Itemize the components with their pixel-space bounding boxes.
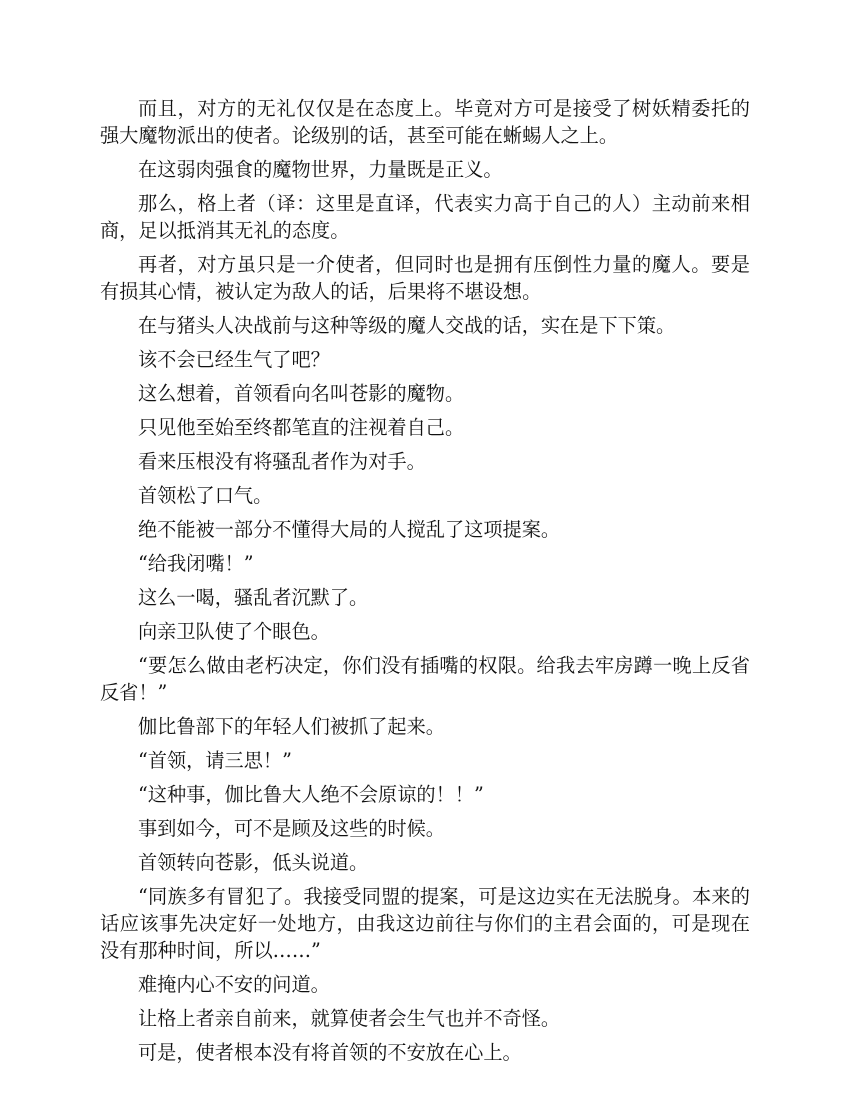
paragraph: 让格上者亲自前来，就算使者会生气也并不奇怪。 [138, 1007, 561, 1030]
paragraph: 而且，对方的无礼仅仅是在态度上。毕竟对方可是接受了树妖精委托的强大魔物派出的使者。论级别的话，甚至可能在蜥蜴人之上。 [100, 97, 750, 147]
paragraph: “同族多有冒犯了。我接受同盟的提案，可是这边实在无法脱身。本来的话应该事先决定好一处地方，由我这边前往与你们的主君会面的，可是现在没有那种时间，所以……” [100, 885, 750, 962]
paragraph: “给我闭嘴！” [138, 552, 254, 575]
paragraph: 在与猪头人决战前与这种等级的魔人交战的话，实在是下下策。 [138, 314, 676, 337]
paragraph: 向亲卫队使了个眼色。 [138, 620, 330, 643]
paragraph: 事到如今，可不是顾及这些的时候。 [138, 817, 445, 840]
paragraph: 伽比鲁部下的年轻人们被抓了起来。 [138, 715, 445, 738]
paragraph: 再者，对方虽只是一介使者，但同时也是拥有压倒性力量的魔人。要是有损其心情，被认定为敌人的话，后果将不堪设想。 [100, 253, 750, 303]
paragraph: 看来压根没有将骚乱者作为对手。 [138, 450, 426, 473]
paragraph: 那么，格上者（译：这里是直译，代表实力高于自己的人）主动前来相商，足以抵消其无礼的态度。 [100, 192, 750, 242]
paragraph: 首领转向苍影，低头说道。 [138, 851, 369, 874]
paragraph: 只见他至始至终都笔直的注视着自己。 [138, 416, 465, 439]
paragraph: 该不会已经生气了吧？ [138, 348, 330, 371]
paragraph: 在这弱肉强食的魔物世界，力量既是正义。 [138, 158, 503, 181]
paragraph: 可是，使者根本没有将首领的不安放在心上。 [138, 1041, 522, 1064]
paragraph: “首领，请三思！” [138, 749, 292, 772]
paragraph: “要怎么做由老朽决定，你们没有插嘴的权限。给我去牢房蹲一晚上反省反省！” [100, 654, 750, 704]
paragraph: 这么一喝，骚乱者沉默了。 [138, 586, 369, 609]
paragraph: 首领松了口气。 [138, 484, 273, 507]
paragraph: 这么想着，首领看向名叫苍影的魔物。 [138, 382, 465, 405]
paragraph: 难掩内心不安的问道。 [138, 973, 330, 996]
paragraph: 绝不能被一部分不懂得大局的人搅乱了这项提案。 [138, 518, 561, 541]
paragraph: “这种事，伽比鲁大人绝不会原谅的！！” [138, 783, 484, 806]
